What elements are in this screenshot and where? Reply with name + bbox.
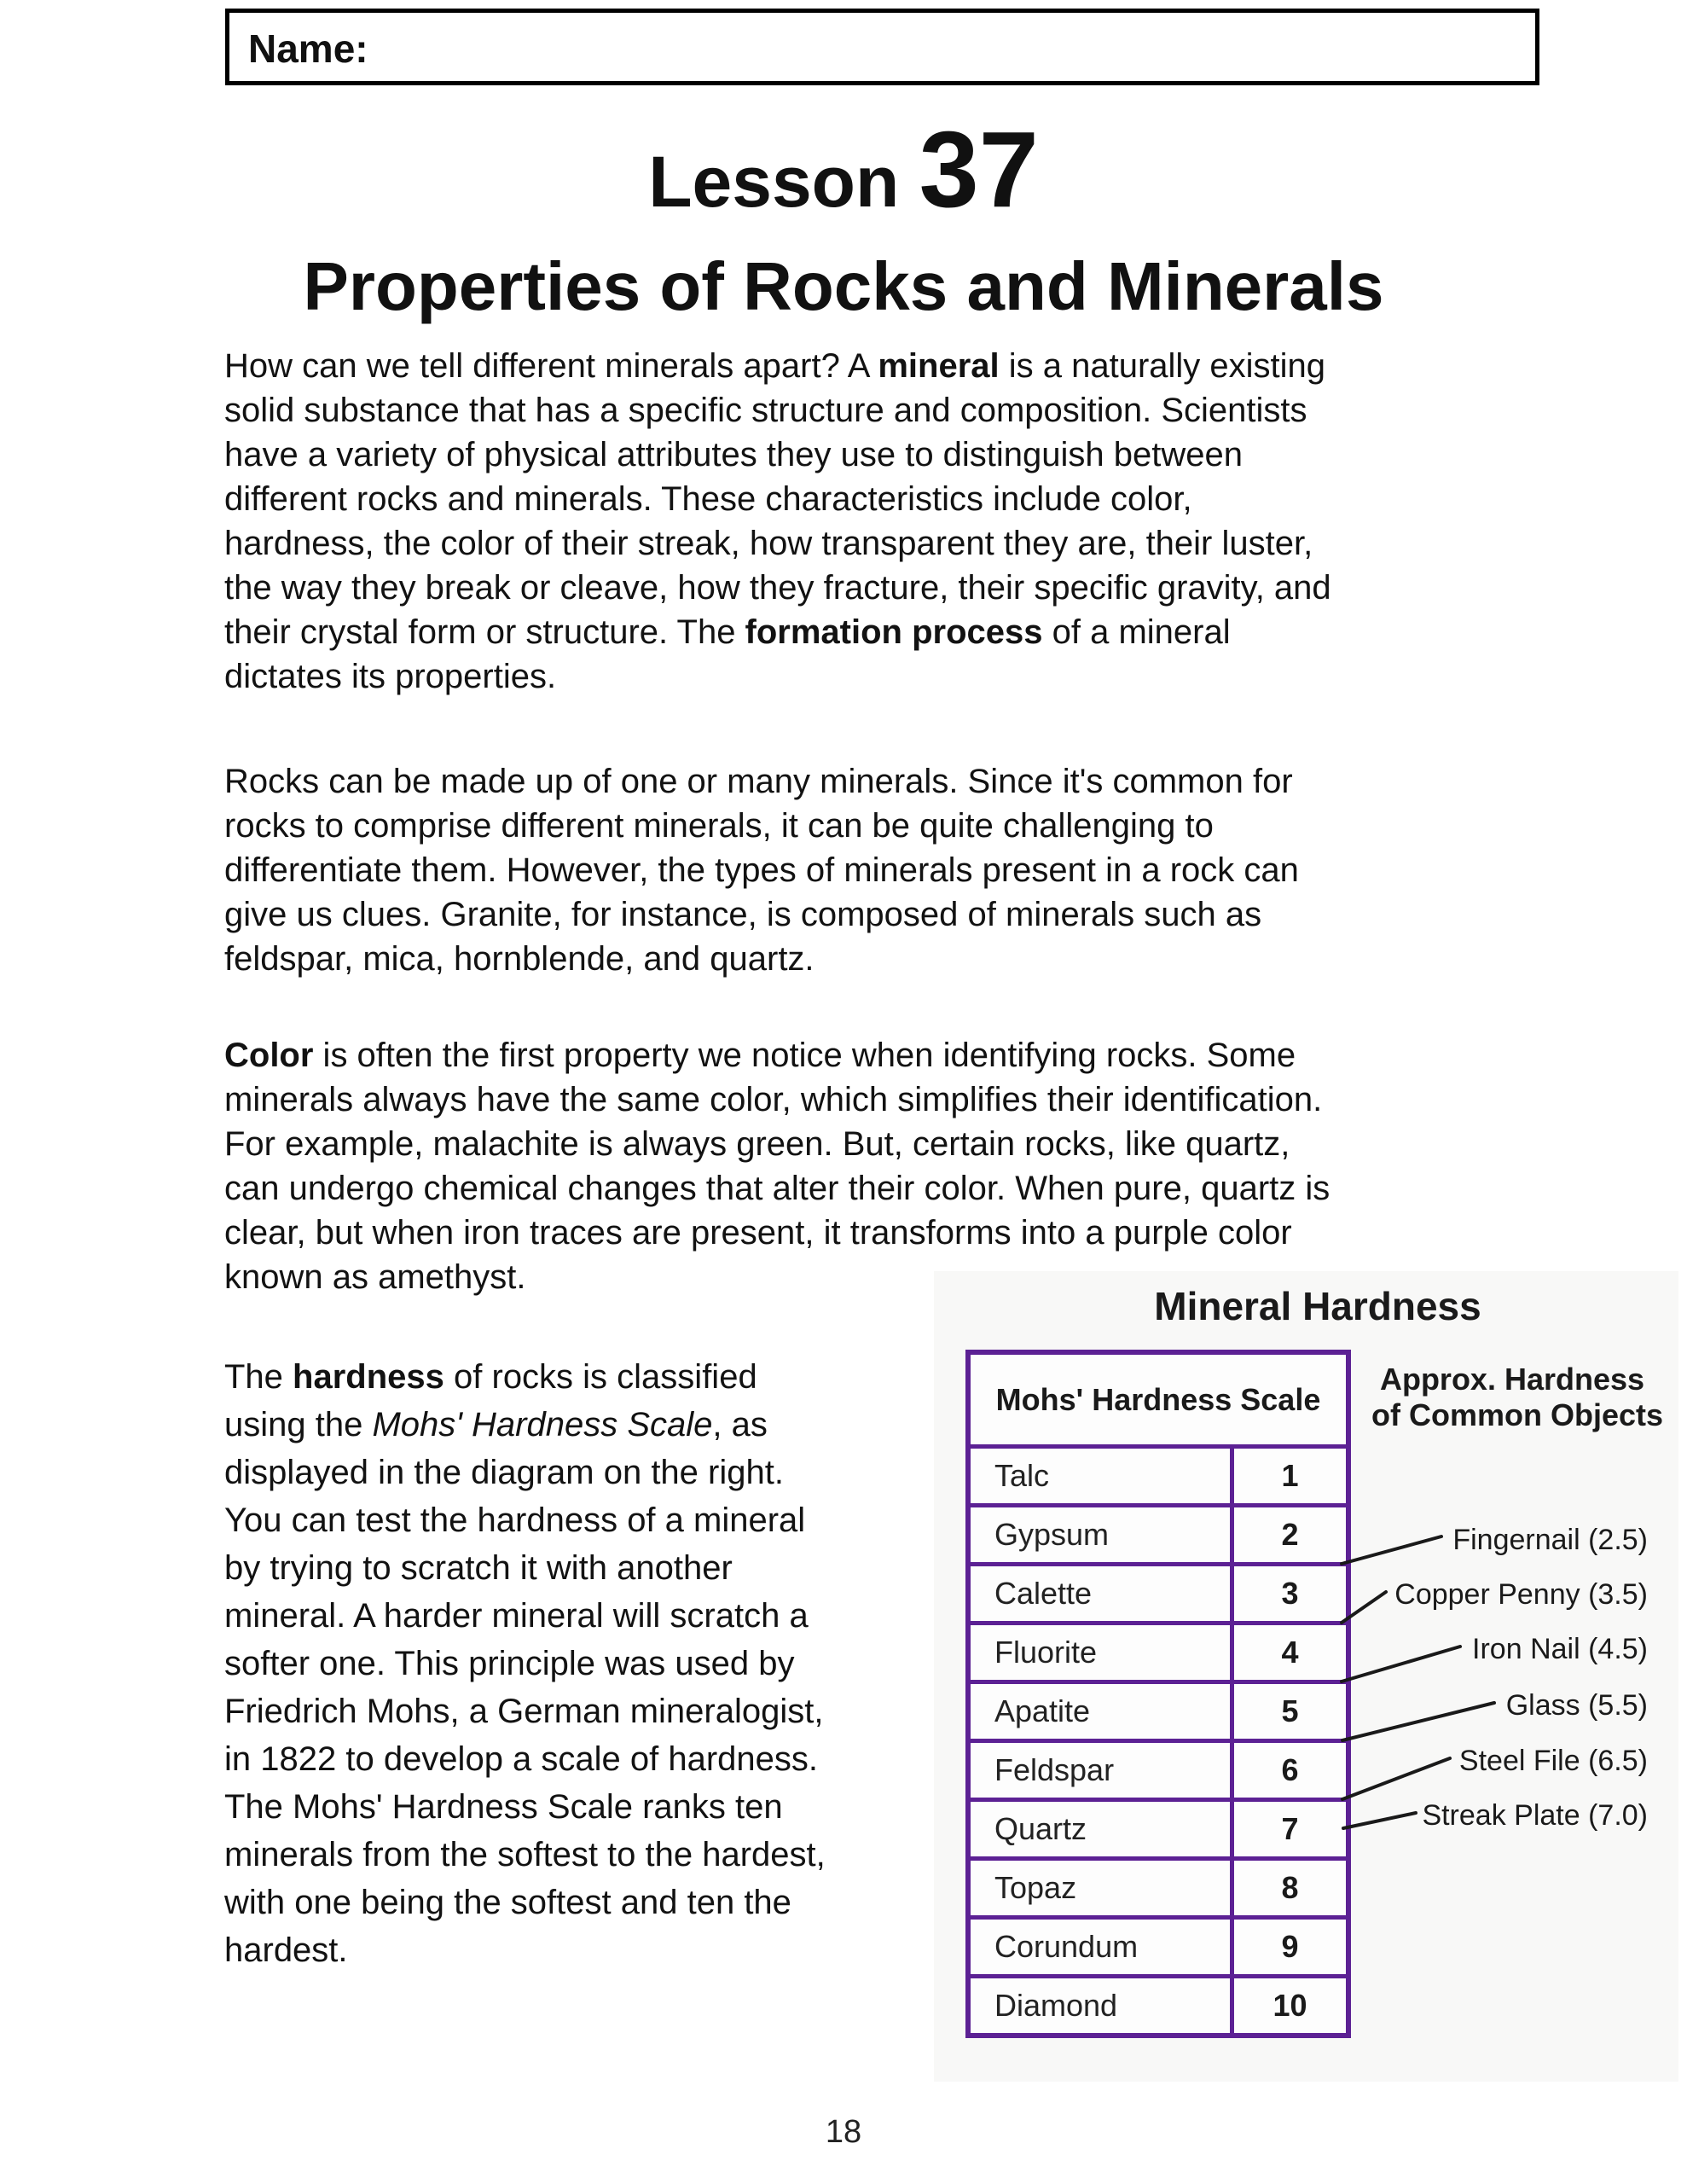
mohs-hardness-table bbox=[965, 1350, 1351, 2038]
hardness-value: 7 bbox=[1230, 1802, 1346, 1856]
mineral-name: Calette bbox=[994, 1576, 1093, 1611]
mineral-name: Feldspar bbox=[994, 1752, 1115, 1787]
hardness-value: 4 bbox=[1230, 1625, 1346, 1680]
table-row bbox=[971, 1507, 1346, 1566]
annotation-streak-plate: Streak Plate (7.0) bbox=[1422, 1799, 1648, 1832]
table-row bbox=[971, 1920, 1346, 1978]
name-label: Name: bbox=[248, 26, 368, 71]
paragraph-intro: How can we tell different minerals apart? A mineral is a naturally existing solid substance that has a specific structure and composition. Scientists have a variety of physical attributes they use to distinguish between different rocks and minerals. These characteristics include color, hardness, the color of their streak, how transparent they are, their luster, the way they break or cleave, how they fracture, their specific gravity, and their crystal form or structure. The formation process of a mineral dictates its properties. bbox=[224, 347, 1331, 695]
mineral-name: Fluorite bbox=[994, 1635, 1098, 1670]
lesson-title-prefix: Lesson bbox=[648, 142, 919, 222]
name-input-area[interactable] bbox=[383, 18, 1527, 76]
page-subtitle: Properties of Rocks and Minerals bbox=[303, 248, 1384, 324]
lesson-number: 37 bbox=[919, 109, 1039, 229]
table-row bbox=[971, 1684, 1346, 1743]
mineral-name: Diamond bbox=[994, 1988, 1118, 2023]
hardness-value: 2 bbox=[1230, 1507, 1346, 1562]
annotation-glass: Glass (5.5) bbox=[1505, 1689, 1648, 1722]
hardness-value: 5 bbox=[1230, 1684, 1346, 1739]
paragraph-color: Color is often the first property we notice when identifying rocks. Some minerals always have the same color, which simplifies their identification. For example, malachite is always green. But, certain rocks, like quartz, can undergo chemical changes that alter their color. When pure, quartz is clear, but when iron traces are present, it transforms into a purple color known as amethyst. bbox=[224, 1037, 1330, 1296]
table-row bbox=[971, 1743, 1346, 1802]
hardness-value: 1 bbox=[1230, 1449, 1346, 1503]
table-row bbox=[971, 1566, 1346, 1625]
lesson-title bbox=[0, 109, 1687, 229]
mineral-name: Gypsum bbox=[994, 1517, 1110, 1552]
table-row bbox=[971, 1449, 1346, 1507]
mineral-name: Apatite bbox=[994, 1693, 1091, 1728]
table-row bbox=[971, 1861, 1346, 1920]
hardness-value: 8 bbox=[1230, 1861, 1346, 1915]
annotation-iron-nail: Iron Nail (4.5) bbox=[1472, 1633, 1648, 1665]
annotations-header bbox=[1371, 1362, 1664, 1433]
hardness-value: 10 bbox=[1230, 1978, 1346, 2033]
table-row bbox=[971, 1802, 1346, 1861]
table-row bbox=[971, 1978, 1346, 2033]
annotations-header-line2: of Common Objects bbox=[1371, 1397, 1664, 1432]
annotation-copper-penny: Copper Penny (3.5) bbox=[1394, 1578, 1648, 1611]
page-number: 18 bbox=[825, 2114, 862, 2150]
hardness-value: 9 bbox=[1230, 1920, 1346, 1974]
hardness-value: 6 bbox=[1230, 1743, 1346, 1798]
annotation-steel-file: Steel File (6.5) bbox=[1458, 1745, 1648, 1777]
diagram-title: Mineral Hardness bbox=[1154, 1284, 1481, 1328]
mineral-name: Quartz bbox=[994, 1811, 1087, 1846]
table-row bbox=[971, 1625, 1346, 1684]
name-box bbox=[225, 9, 1539, 85]
paragraph-hardness: The hardness of rocks is classified using the Mohs' Hardness Scale, as displayed in the diagram on the right. You can test the hardness of a mineral by trying to scratch it with another mineral. A harder mineral will scratch a softer one. This principle was used by Friedrich Mohs, a German mineralogist, in 1822 to develop a scale of hardness. The Mohs' Hardness Scale ranks ten minerals from the softest to the hardest, with one being the softest and ten the hardest. bbox=[224, 1358, 826, 1969]
mineral-name: Talc bbox=[994, 1458, 1050, 1493]
paragraph-rocks: Rocks can be made up of one or many minerals. Since it's common for rocks to comprise different minerals, it can be quite challenging to differentiate them. However, the types of minerals present in a rock can give us clues. Granite, for instance, is composed of minerals such as feldspar, mica, hornblende, and quartz. bbox=[224, 763, 1299, 978]
table-header: Mohs' Hardness Scale bbox=[971, 1355, 1346, 1449]
hardness-value: 3 bbox=[1230, 1566, 1346, 1621]
annotations-header-line1: Approx. Hardness bbox=[1379, 1362, 1645, 1397]
annotation-fingernail: Fingernail (2.5) bbox=[1452, 1524, 1648, 1556]
mineral-name: Corundum bbox=[994, 1929, 1139, 1964]
mineral-name: Topaz bbox=[994, 1870, 1077, 1905]
